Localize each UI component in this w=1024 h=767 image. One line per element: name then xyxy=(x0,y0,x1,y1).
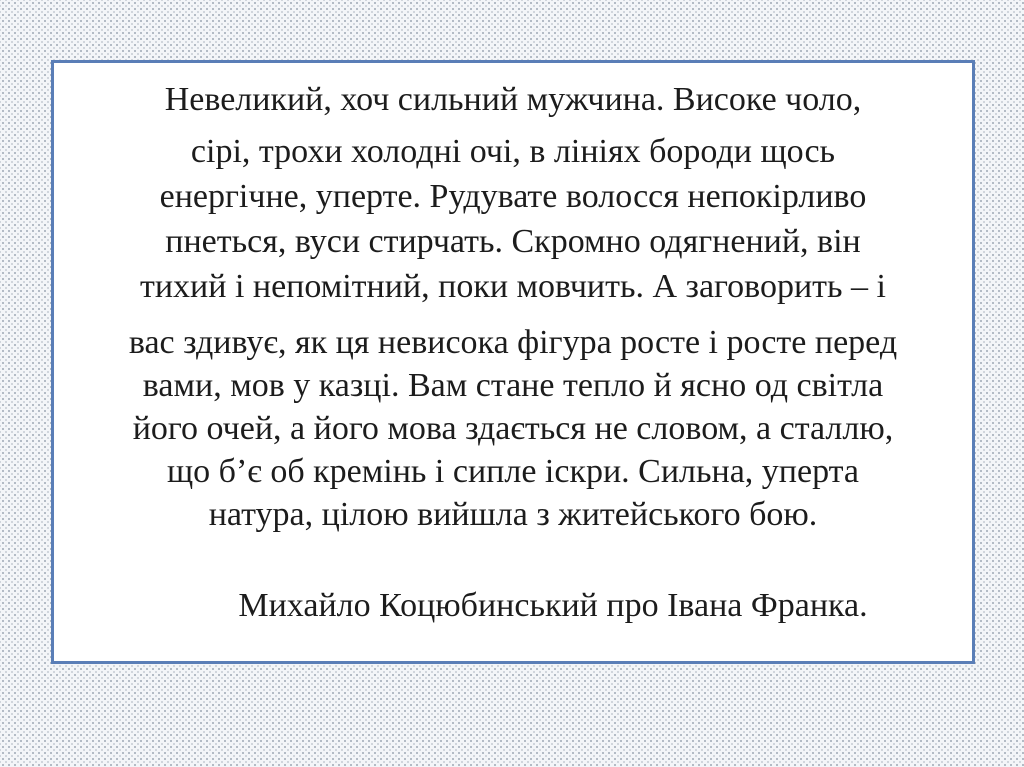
quote-line: натура, цілою вийшла з житейського бою. xyxy=(208,496,818,533)
quote-line: сірі, трохи холодні очі, в лініях бороди щось xyxy=(190,133,836,170)
quote-line: тихий і непомітний, поки мовчить. А заговорить – і xyxy=(140,268,886,305)
quote-line: енергічне, уперте. Рудувате волосся непокірливо xyxy=(159,178,867,215)
attribution: Михайло Коцюбинський про Івана Франка. xyxy=(238,587,868,624)
quote-line: вами, мов у казці. Вам стане тепло й ясно од світла xyxy=(142,367,884,404)
quote-line: Невеликий, хоч сильний мужчина. Високе чоло, xyxy=(164,81,862,118)
quote-line: вас здивує, як ця невисока фігура росте і росте перед xyxy=(128,324,898,361)
quote-box xyxy=(51,60,975,664)
quote-line: його очей, а його мова здається не словом, а сталлю, xyxy=(132,410,894,447)
quote-line: пнеться, вуси стирчать. Скромно одягнений, він xyxy=(165,223,861,260)
quote-line: що б’є об кремінь і сипле іскри. Сильна, уперта xyxy=(166,453,860,490)
quote-paragraph xyxy=(54,76,972,539)
